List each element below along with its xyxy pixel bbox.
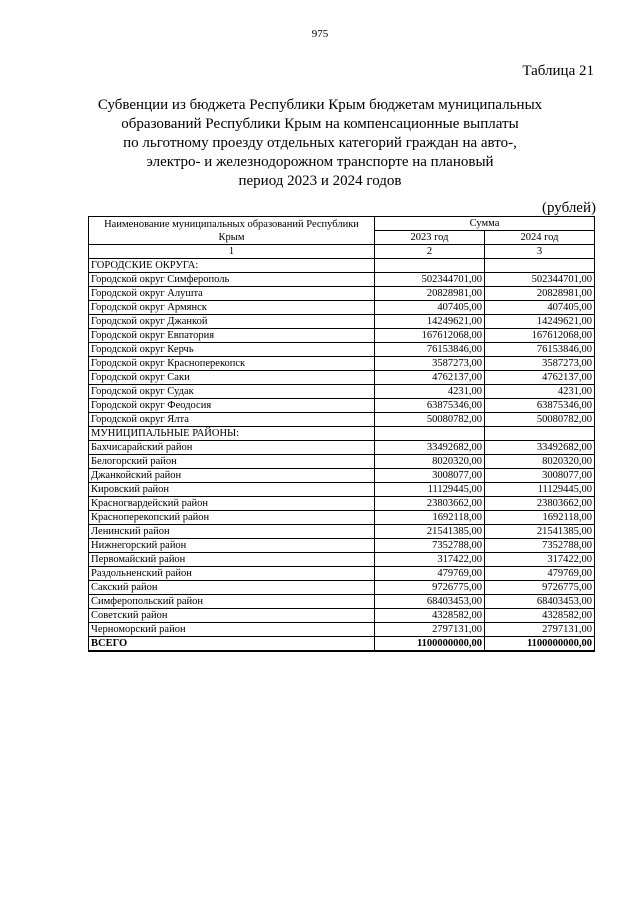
header-index-2: 2 (375, 245, 485, 259)
row-2023-cell: 9726775,00 (375, 581, 485, 595)
table-row (89, 525, 595, 539)
row-name-cell: Джанкойский район (89, 469, 375, 483)
table-row (89, 399, 595, 413)
row-2024-cell (485, 427, 595, 441)
table-row (89, 287, 595, 301)
document-title (0, 96, 640, 191)
table-row (89, 441, 595, 455)
row-2023-cell: 23803662,00 (375, 497, 485, 511)
row-2023-cell: 502344701,00 (375, 273, 485, 287)
table-row (89, 455, 595, 469)
table-row (89, 567, 595, 581)
table-row (89, 273, 595, 287)
row-2023-cell: 2797131,00 (375, 623, 485, 637)
row-name-cell: МУНИЦИПАЛЬНЫЕ РАЙОНЫ: (89, 427, 375, 441)
row-2023-cell: 76153846,00 (375, 343, 485, 357)
table-row-total (89, 637, 595, 652)
header-year-2023: 2023 год (375, 231, 485, 245)
table-row (89, 595, 595, 609)
table-row (89, 385, 595, 399)
row-name-cell: Городской округ Саки (89, 371, 375, 385)
row-2024-cell: 7352788,00 (485, 539, 595, 553)
table-row (89, 357, 595, 371)
table-label: Таблица 21 (522, 63, 594, 79)
row-2024-cell: 23803662,00 (485, 497, 595, 511)
table-row (89, 539, 595, 553)
row-2024-cell: 3587273,00 (485, 357, 595, 371)
row-2024-cell: 68403453,00 (485, 595, 595, 609)
row-2023-cell: 3587273,00 (375, 357, 485, 371)
row-2023-cell: 63875346,00 (375, 399, 485, 413)
title-line: Субвенции из бюджета Республики Крым бюджетам муниципальных (97, 97, 543, 113)
row-2024-cell: 4231,00 (485, 385, 595, 399)
row-2024-cell: 21541385,00 (485, 525, 595, 539)
table-row (89, 553, 595, 567)
table-row (89, 371, 595, 385)
table-row (89, 343, 595, 357)
row-name-cell: ВСЕГО (89, 637, 375, 652)
title-line: по льготному проезду отдельных категорий граждан на авто-, (123, 135, 517, 151)
table-row (89, 483, 595, 497)
table-row (89, 315, 595, 329)
table-row (89, 329, 595, 343)
row-2023-cell: 479769,00 (375, 567, 485, 581)
row-2024-cell: 4328582,00 (485, 609, 595, 623)
row-2023-cell: 20828981,00 (375, 287, 485, 301)
row-name-cell: Раздольненский район (89, 567, 375, 581)
title-line: электро- и железнодорожном транспорте на плановый (146, 154, 494, 170)
row-name-cell: Городской округ Симферополь (89, 273, 375, 287)
row-2024-cell: 11129445,00 (485, 483, 595, 497)
row-2024-cell: 1692118,00 (485, 511, 595, 525)
row-2024-cell: 14249621,00 (485, 315, 595, 329)
row-name-cell: Советский район (89, 609, 375, 623)
row-2023-cell: 50080782,00 (375, 413, 485, 427)
row-2024-cell: 50080782,00 (485, 413, 595, 427)
table-row (89, 469, 595, 483)
row-name-cell: Городской округ Керчь (89, 343, 375, 357)
row-name-cell: Нижнегорский район (89, 539, 375, 553)
header-name-column: Наименование муниципальных образований Республики Крым (89, 217, 375, 245)
table-row (89, 497, 595, 511)
row-name-cell: Городской округ Красноперекопск (89, 357, 375, 371)
row-name-cell: Ленинский район (89, 525, 375, 539)
row-2023-cell: 3008077,00 (375, 469, 485, 483)
row-2023-cell: 317422,00 (375, 553, 485, 567)
row-2023-cell: 11129445,00 (375, 483, 485, 497)
row-2024-cell: 63875346,00 (485, 399, 595, 413)
row-2024-cell: 4762137,00 (485, 371, 595, 385)
table-row (89, 413, 595, 427)
row-2024-cell: 2797131,00 (485, 623, 595, 637)
row-2024-cell: 502344701,00 (485, 273, 595, 287)
table-row (89, 581, 595, 595)
table-row (89, 609, 595, 623)
row-name-cell: Красногвардейский район (89, 497, 375, 511)
row-name-cell: Городской округ Евпатория (89, 329, 375, 343)
title-line: образований Республики Крым на компенсационные выплаты (121, 116, 519, 132)
row-2023-cell: 68403453,00 (375, 595, 485, 609)
table-row (89, 623, 595, 637)
row-name-cell: Симферопольский район (89, 595, 375, 609)
header-index-3: 3 (485, 245, 595, 259)
subvention-table (88, 216, 595, 652)
row-2024-cell: 20828981,00 (485, 287, 595, 301)
row-name-cell: ГОРОДСКИЕ ОКРУГА: (89, 259, 375, 273)
table-row (89, 427, 595, 441)
row-name-cell: Кировский район (89, 483, 375, 497)
row-name-cell: Черноморский район (89, 623, 375, 637)
row-2023-cell: 14249621,00 (375, 315, 485, 329)
row-name-cell: Городской округ Алушта (89, 287, 375, 301)
row-2023-cell: 1100000000,00 (375, 637, 485, 652)
row-2024-cell: 8020320,00 (485, 455, 595, 469)
row-name-cell: Городской округ Джанкой (89, 315, 375, 329)
row-name-cell: Городской округ Ялта (89, 413, 375, 427)
row-2024-cell: 479769,00 (485, 567, 595, 581)
row-2023-cell: 4328582,00 (375, 609, 485, 623)
row-name-cell: Белогорский район (89, 455, 375, 469)
units-label: (рублей) (541, 200, 596, 216)
row-name-cell: Городской округ Судак (89, 385, 375, 399)
row-2024-cell (485, 259, 595, 273)
row-2024-cell: 3008077,00 (485, 469, 595, 483)
table-row (89, 301, 595, 315)
row-2024-cell: 9726775,00 (485, 581, 595, 595)
row-name-cell: Городской округ Армянск (89, 301, 375, 315)
row-2023-cell: 8020320,00 (375, 455, 485, 469)
row-2023-cell: 4762137,00 (375, 371, 485, 385)
row-2024-cell: 317422,00 (485, 553, 595, 567)
row-2024-cell: 1100000000,00 (485, 637, 595, 652)
row-2023-cell (375, 259, 485, 273)
table-body (89, 259, 595, 652)
row-name-cell: Сакский район (89, 581, 375, 595)
row-2024-cell: 76153846,00 (485, 343, 595, 357)
row-2024-cell: 407405,00 (485, 301, 595, 315)
row-2023-cell: 167612068,00 (375, 329, 485, 343)
table-row (89, 511, 595, 525)
row-name-cell: Первомайский район (89, 553, 375, 567)
row-2023-cell (375, 427, 485, 441)
row-name-cell: Бахчисарайский район (89, 441, 375, 455)
row-2023-cell: 407405,00 (375, 301, 485, 315)
row-2023-cell: 21541385,00 (375, 525, 485, 539)
header-index-1: 1 (89, 245, 375, 259)
row-2023-cell: 4231,00 (375, 385, 485, 399)
row-2023-cell: 33492682,00 (375, 441, 485, 455)
header-year-2024: 2024 год (485, 231, 595, 245)
row-2023-cell: 1692118,00 (375, 511, 485, 525)
page-number: 975 (311, 28, 329, 40)
row-2024-cell: 167612068,00 (485, 329, 595, 343)
table-row (89, 259, 595, 273)
row-2024-cell: 33492682,00 (485, 441, 595, 455)
row-2023-cell: 7352788,00 (375, 539, 485, 553)
row-name-cell: Городской округ Феодосия (89, 399, 375, 413)
title-line: период 2023 и 2024 годов (238, 173, 402, 189)
header-sum-column: Сумма (375, 217, 595, 231)
row-name-cell: Красноперекопский район (89, 511, 375, 525)
